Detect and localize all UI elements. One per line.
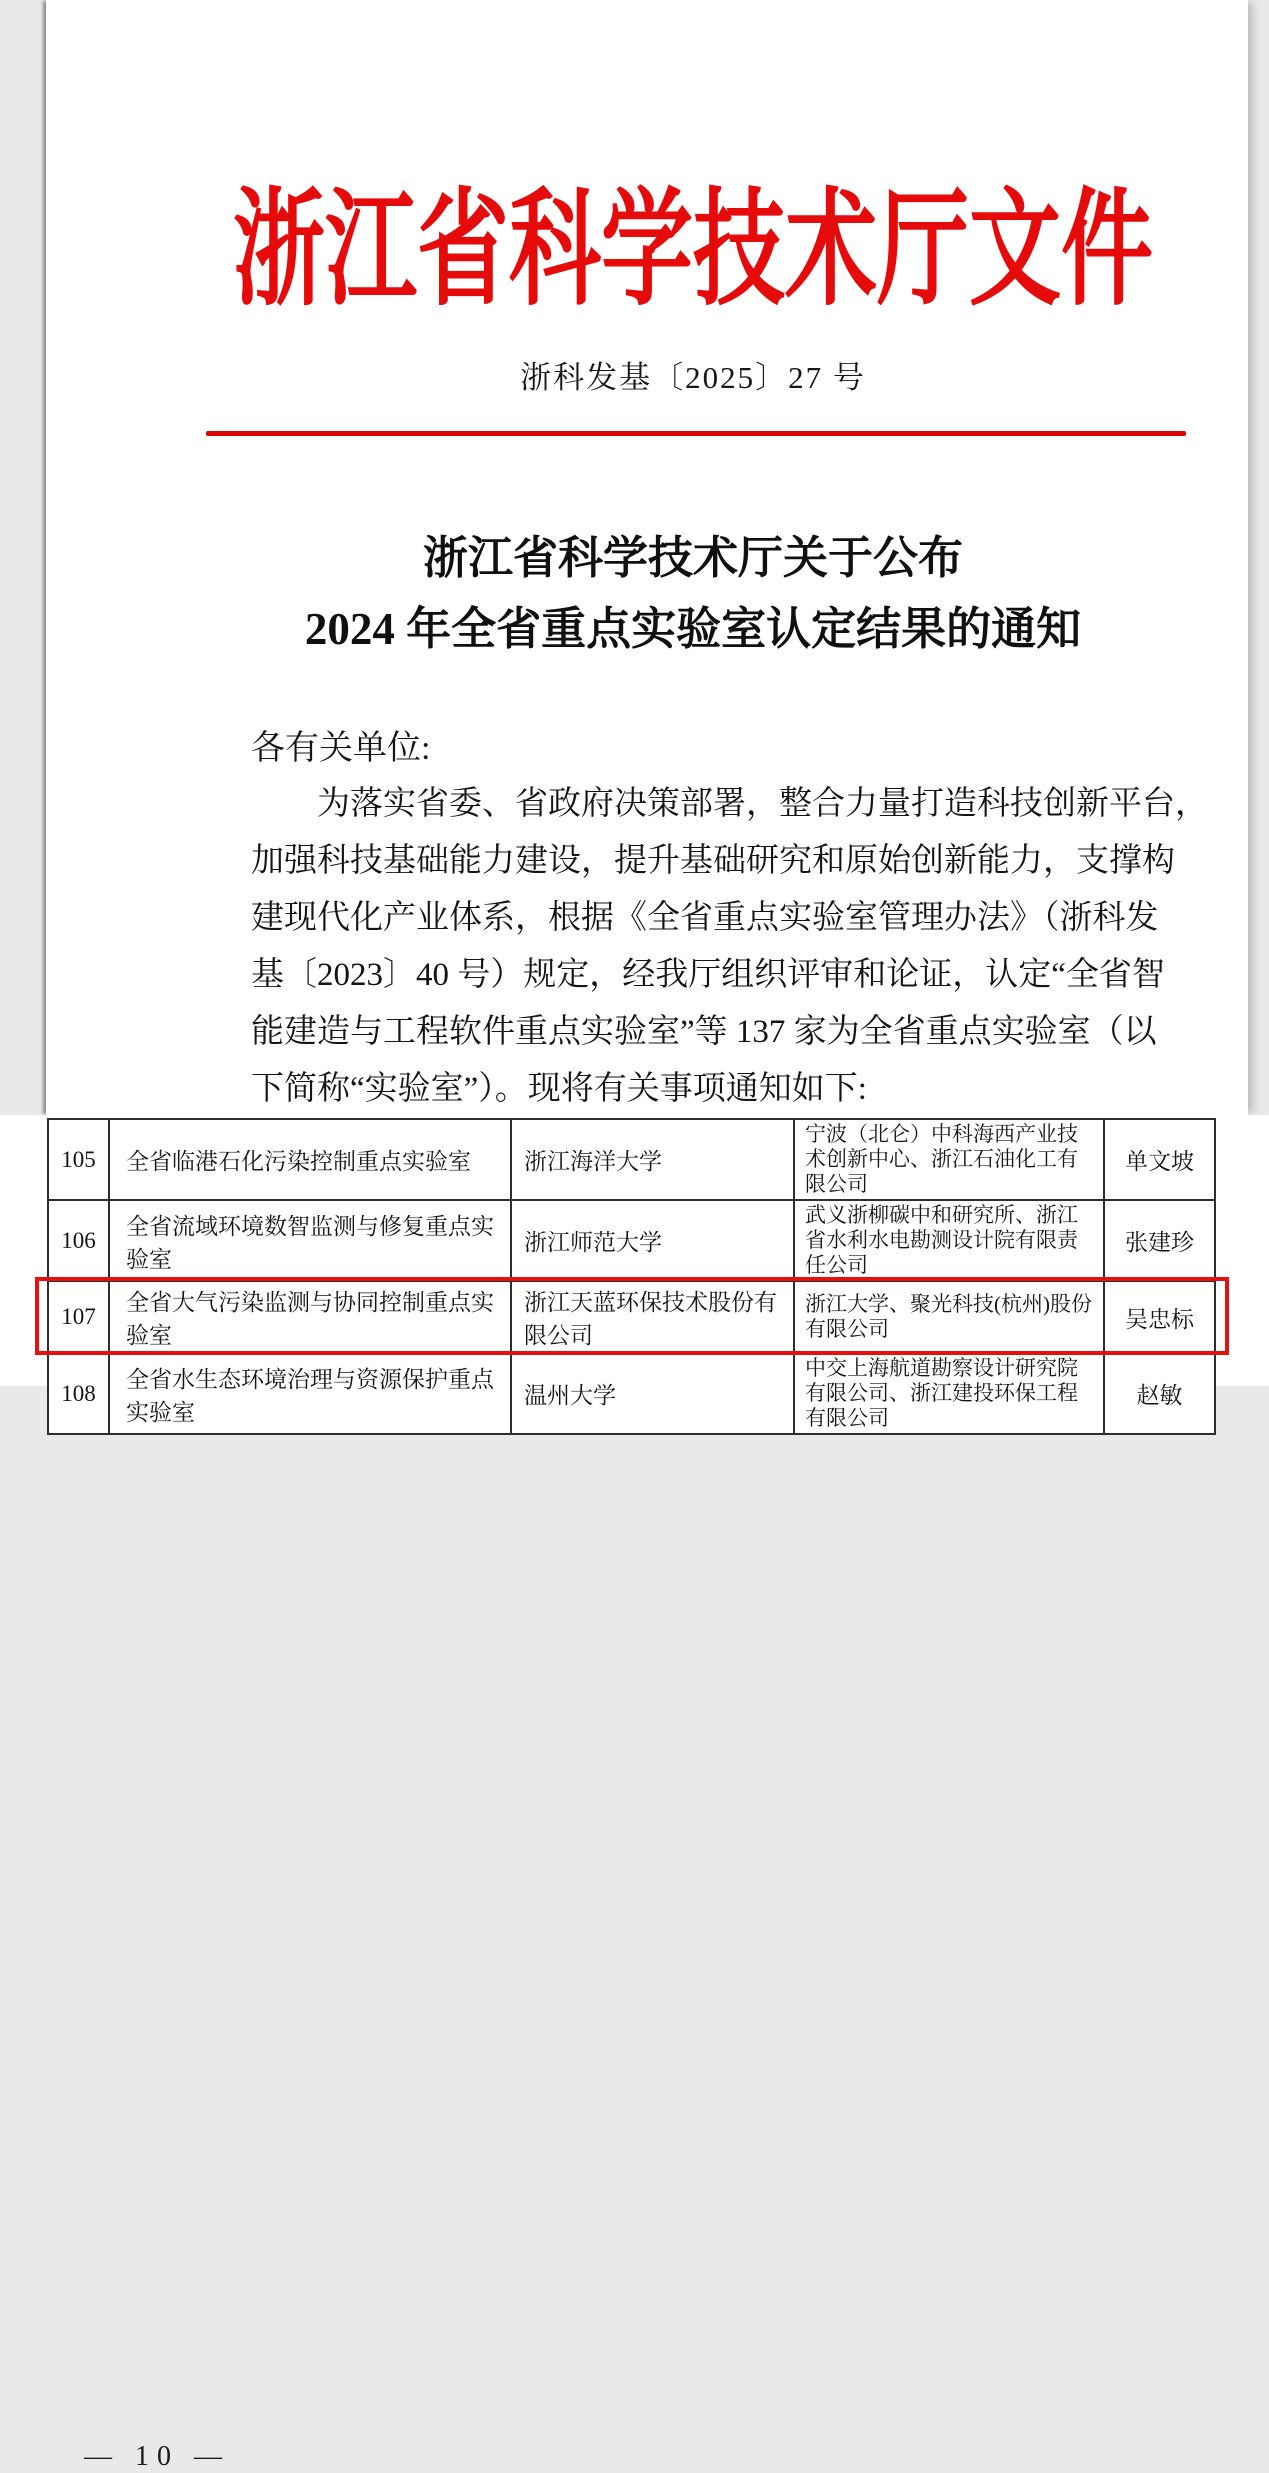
cell-host-unit: 浙江师范大学 — [512, 1201, 795, 1280]
cell-lab-name: 全省大气污染监测与协同控制重点实验室 — [110, 1282, 512, 1352]
document-number: 浙科发基〔2025〕27 号 — [520, 360, 866, 395]
cell-lab-name: 全省临港石化污染控制重点实验室 — [110, 1120, 512, 1199]
cell-host-unit: 浙江海洋大学 — [512, 1120, 795, 1199]
body-line: 为落实省委、省政府决策部署，整合力量打造科技创新平台， — [317, 786, 1208, 822]
cell-director: 吴忠标 — [1105, 1282, 1216, 1352]
document-page — [46, 0, 1248, 1115]
cell-partner-units: 浙江大学、聚光科技(杭州)股份有限公司 — [795, 1282, 1105, 1352]
notice-title — [92, 523, 1269, 665]
cell-number: 105 — [47, 1120, 110, 1199]
table-row — [47, 1354, 1216, 1435]
table-row — [47, 1201, 1216, 1282]
notice-title-line1: 浙江省科学技术厅关于公布 — [422, 533, 963, 583]
body-line: 加强科技基础能力建设，提升基础研究和原始创新能力，支撑构 — [251, 843, 1175, 879]
body-line: 建现代化产业体系，根据《全省重点实验室管理办法》（浙科发 — [251, 900, 1159, 936]
cell-partner-units: 中交上海航道勘察设计研究院有限公司、浙江建投环保工程有限公司 — [795, 1354, 1105, 1433]
cell-lab-name: 全省水生态环境治理与资源保护重点实验室 — [110, 1354, 512, 1433]
body-paragraph — [251, 776, 1208, 1118]
cell-number: 108 — [47, 1354, 110, 1433]
body-line: 能建造与工程软件重点实验室”等 137 家为全省重点实验室（以 — [251, 1014, 1157, 1050]
agency-header-title: 浙江省科学技术厅文件 — [232, 179, 1153, 321]
cell-host-unit: 浙江天蓝环保技术股份有限公司 — [512, 1282, 795, 1352]
page-number: — 10 — — [84, 2441, 230, 2472]
cell-director: 张建珍 — [1105, 1201, 1216, 1280]
cell-host-unit: 温州大学 — [512, 1354, 795, 1433]
cell-director: 赵敏 — [1105, 1354, 1216, 1433]
table-row — [47, 1120, 1216, 1201]
cell-number: 106 — [47, 1201, 110, 1280]
body-line: 下简称“实验室”）。现将有关事项通知如下: — [251, 1071, 867, 1107]
cell-partner-units: 武义浙柳碳中和研究所、浙江省水利水电勘测设计院有限责任公司 — [795, 1201, 1105, 1280]
cell-partner-units: 宁波（北仑）中科海西产业技术创新中心、浙江石油化工有限公司 — [795, 1120, 1105, 1199]
salutation: 各有关单位: — [251, 730, 431, 767]
red-divider-line — [206, 431, 1186, 436]
laboratory-table — [47, 1118, 1216, 1435]
notice-title-line2: 2024 年全省重点实验室认定结果的通知 — [304, 604, 1082, 654]
cell-lab-name: 全省流域环境数智监测与修复重点实验室 — [110, 1201, 512, 1280]
table-row-highlighted — [47, 1282, 1216, 1354]
body-line: 基〔2023〕40 号）规定，经我厅组织评审和论证，认定“全省智 — [251, 957, 1165, 993]
cell-director: 单文坡 — [1105, 1120, 1216, 1199]
cell-number: 107 — [47, 1282, 110, 1352]
